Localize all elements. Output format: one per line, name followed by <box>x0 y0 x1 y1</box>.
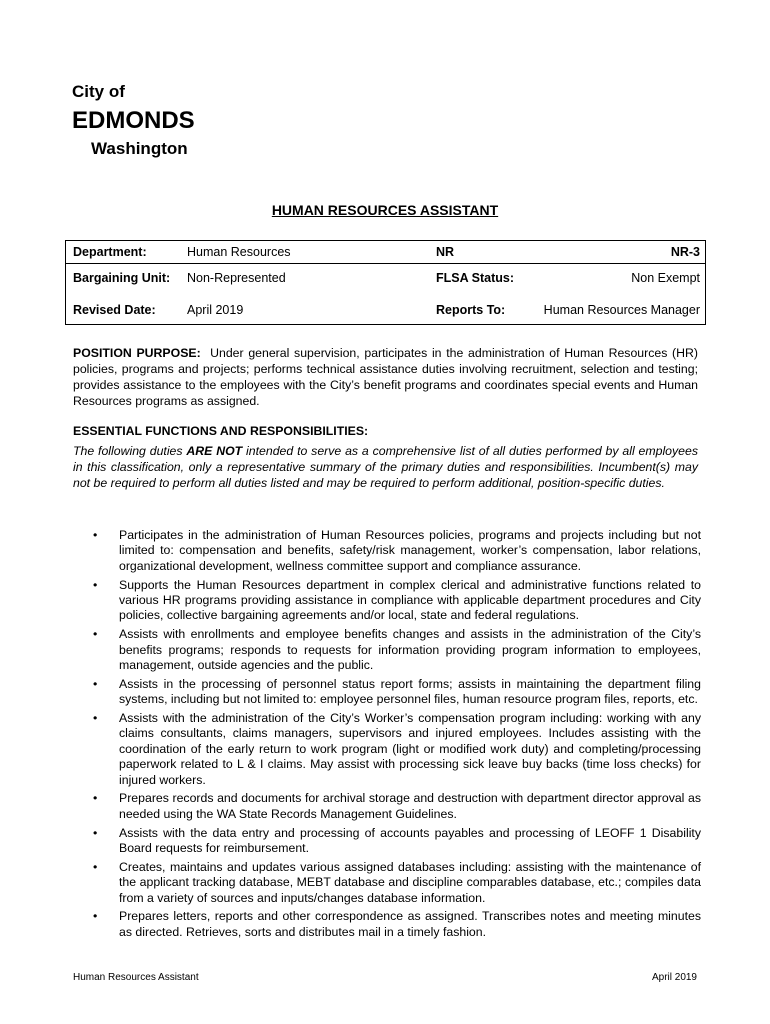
bullet-icon: • <box>93 627 98 642</box>
essential-functions-intro <box>73 443 698 491</box>
list-item <box>73 578 701 624</box>
bullet-icon: • <box>93 909 98 924</box>
position-info-table <box>65 240 706 325</box>
bargaining-unit-value: Non-Represented <box>187 271 286 285</box>
purpose-text: Under general supervision, participates in the administration of Human Resources (HR) policies, programs and projects; performs technical assistance duties involving recruitment, selection and testing; provides assistance to the employees with the City’s benefit programs and coordinates special events and Human Resources programs as assigned. <box>73 346 699 408</box>
duties-list <box>73 528 701 944</box>
list-item <box>73 711 701 788</box>
duty-text: Supports the Human Resources department in complex clerical and administrative functions related to various HR programs providing assistance in compliance with applicable department procedures and City policies, collective bargaining agreements and/or local, state and federal regulations. <box>119 577 701 623</box>
position-purpose <box>73 345 698 409</box>
duty-text: Participates in the administration of Human Resources policies, programs and projects including but not limited to: compensation and benefits, safety/risk management, worker’s compensation, labor relations, organizational development, wellness committee support and compliance assurance. <box>119 528 701 573</box>
bargaining-unit-label: Bargaining Unit: <box>73 271 171 285</box>
duty-text: Assists in the processing of personnel status report forms; assists in maintaining the department filing systems, including but not limited to: employee personnel files, human resource program files, reports, etc. <box>119 676 701 707</box>
bullet-icon: • <box>93 528 98 542</box>
document-title: HUMAN RESOURCES ASSISTANT <box>271 202 499 218</box>
duty-text: Assists with the data entry and processing of accounts payables and processing of LEOFF 1 Disability Board requests for reimbursement. <box>119 825 701 856</box>
list-item <box>73 627 701 673</box>
city-name: EDMONDS <box>72 107 195 134</box>
duty-text: Creates, maintains and updates various assigned databases including: assisting with the maintenance of the applicant tracking database, MEBT database and discipline comparables database, etc.; compiles data from a variety of sources and inputs/changes database information. <box>119 859 701 905</box>
info-row-department <box>66 242 705 264</box>
info-row-revised <box>66 300 705 320</box>
bullet-icon: • <box>93 577 98 592</box>
city-of-label: City of <box>72 82 125 101</box>
intro-after: intended to serve as a comprehensive list of all duties performed by all employees in this classification, only a representative summary of the primary duties and responsibilities. Incumbent(s) may not be required to perform all duties listed and may be required to perform additional, position-specific duties. <box>73 444 698 490</box>
flsa-status-label: FLSA Status: <box>436 271 515 285</box>
list-item <box>73 826 701 857</box>
list-item <box>73 909 701 940</box>
duty-text: Assists with the administration of the City’s Worker’s compensation program including: working with any claims consultants, claims managers, supervisors and injured employees. Includes assisting with the coordination of the early return to work program (light or modified work duty) and completing/processing paperwork related to L & I claims. May assist with processing sick leave buy backs (time loss checks) for injured workers. <box>119 711 701 787</box>
bullet-icon: • <box>93 676 98 691</box>
list-item <box>73 860 701 906</box>
revised-date-value: April 2019 <box>187 303 244 317</box>
nr-label: NR <box>436 245 455 259</box>
duty-text: Assists with enrollments and employee benefits changes and assists in the administration of the City’s benefits programs; responds to requests for information providing program information to employees, management, outside agencies and the public. <box>119 627 701 673</box>
revised-date-label: Revised Date: <box>73 303 156 317</box>
info-row-bargaining <box>66 268 705 288</box>
footer-date: April 2019 <box>651 972 697 983</box>
department-label: Department: <box>73 245 147 259</box>
essential-functions-heading: ESSENTIAL FUNCTIONS AND RESPONSIBILITIES: <box>73 424 369 438</box>
purpose-label: POSITION PURPOSE: <box>73 346 201 360</box>
list-item <box>73 528 701 574</box>
intro-before: The following duties <box>73 444 187 458</box>
list-item <box>73 791 701 822</box>
bullet-icon: • <box>93 859 98 874</box>
intro-emphasis: ARE NOT <box>186 444 243 458</box>
duty-text: Prepares records and documents for archival storage and destruction with department director approval as needed using the WA State Records Management Guidelines. <box>119 791 701 821</box>
bullet-icon: • <box>93 791 98 806</box>
nr-value: NR-3 <box>670 245 700 259</box>
state-name: Washington <box>91 139 188 158</box>
duty-text: Prepares letters, reports and other correspondence as assigned. Transcribes notes and meeting minutes as directed. Retrieves, sorts and distributes mail in a timely fashion. <box>119 909 701 939</box>
reports-to-value: Human Resources Manager <box>543 303 700 317</box>
reports-to-label: Reports To: <box>436 303 506 317</box>
list-item <box>73 677 701 708</box>
department-value: Human Resources <box>187 245 291 259</box>
bullet-icon: • <box>93 711 98 726</box>
flsa-status-value: Non Exempt <box>631 271 700 285</box>
footer-document-name: Human Resources Assistant <box>73 972 199 983</box>
bullet-icon: • <box>93 825 98 840</box>
